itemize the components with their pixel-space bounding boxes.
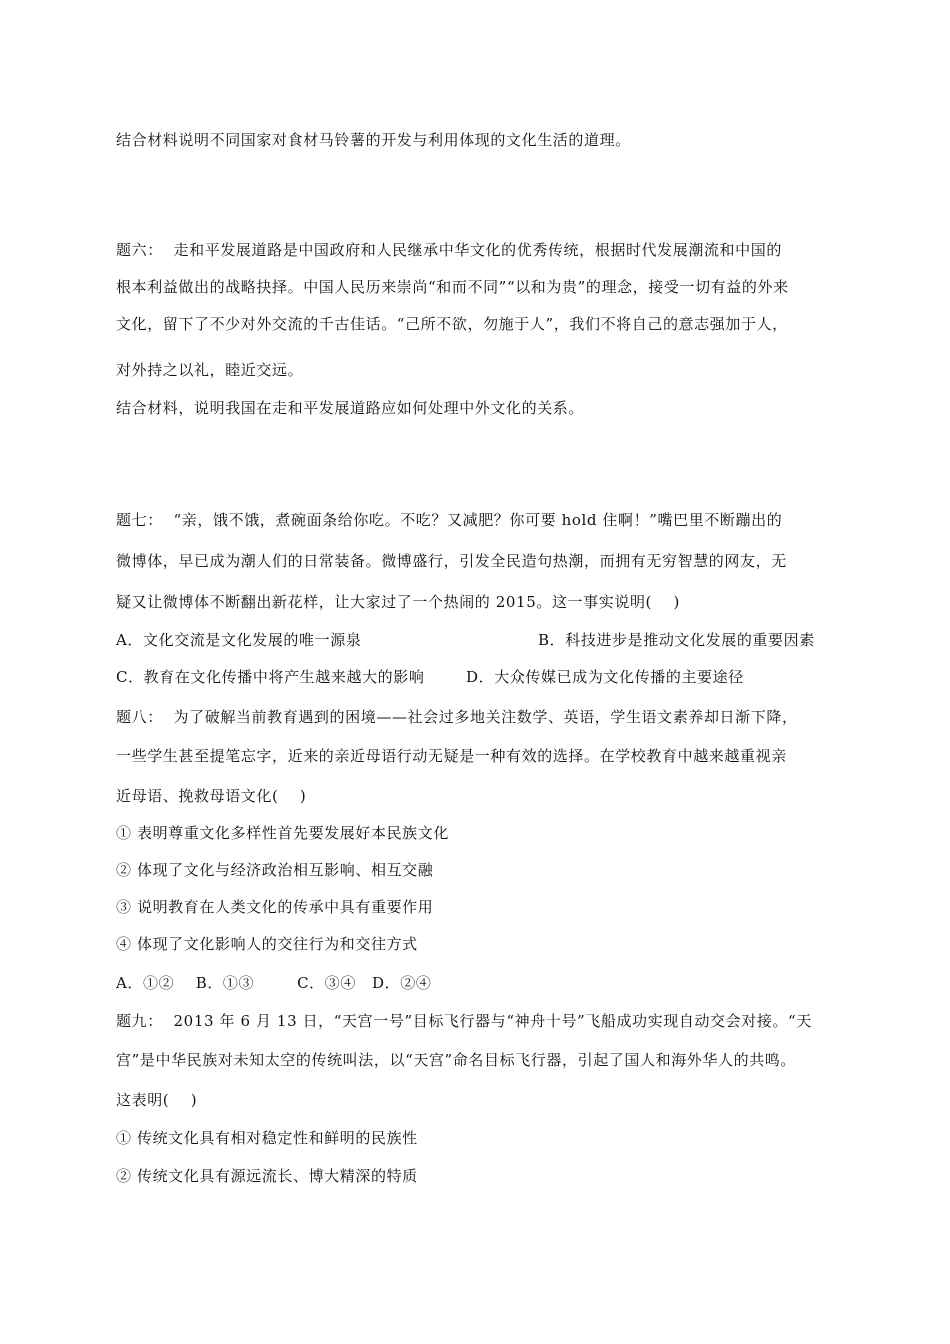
q8-item-3: ③ 说明教育在人类文化的传承中具有重要作用 bbox=[116, 898, 434, 916]
q7-option-d: D．大众传媒已成为文化传播的主要途径 bbox=[466, 668, 744, 686]
q7-option-c: C．教育在文化传播中将产生越来越大的影响 bbox=[116, 668, 425, 686]
q8-line-3: 近母语、挽救母语文化( ) bbox=[116, 787, 307, 805]
q8-item-4: ④ 体现了文化影响人的交往行为和交往方式 bbox=[116, 935, 418, 953]
q7-line-3: 疑又让微博体不断翻出新花样，让大家过了一个热闹的 2015。这一事实说明( ) bbox=[116, 593, 680, 611]
q6-prompt: 结合材料，说明我国在走和平发展道路应如何处理中外文化的关系。 bbox=[116, 399, 585, 417]
q9-line-1: 题九： 2013 年 6 月 13 日，“天宫一号”目标飞行器与“神舟十号”飞船成功实现自动交会对接。“天 bbox=[116, 1012, 812, 1030]
q8-item-2: ② 体现了文化与经济政治相互影响、相互交融 bbox=[116, 861, 434, 879]
q7-line-2: 微博体，早已成为潮人们的日常装备。微博盛行，引发全民造句热潮，而拥有无穷智慧的网友，无 bbox=[116, 552, 787, 570]
q7-option-b: B．科技进步是推动文化发展的重要因素 bbox=[538, 631, 815, 649]
q9-line-3: 这表明( ) bbox=[116, 1091, 198, 1109]
q9-item-2: ② 传统文化具有源远流长、博大精深的特质 bbox=[116, 1167, 418, 1185]
q6-line-3: 文化，留下了不少对外交流的千古佳话。“己所不欲，勿施于人”，我们不将自己的意志强加于人， bbox=[116, 315, 788, 333]
q8-line-1: 题八： 为了破解当前教育遇到的困境——社会过多地关注数学、英语，学生语文素养却日渐下降， bbox=[116, 708, 798, 726]
q8-options: A．①② B．①③ C．③④ D．②④ bbox=[116, 974, 432, 992]
q9-item-1: ① 传统文化具有相对稳定性和鲜明的民族性 bbox=[116, 1129, 418, 1147]
q5-prompt: 结合材料说明不同国家对食材马铃薯的开发与利用体现的文化生活的道理。 bbox=[116, 131, 631, 149]
q6-line-1: 题六： 走和平发展道路是中国政府和人民继承中华文化的优秀传统，根据时代发展潮流和中国的 bbox=[116, 241, 782, 259]
q7-line-1: 题七： “亲，饿不饿，煮碗面条给你吃。不吃？又减肥？你可要 hold 住啊！”嘴巴里不断蹦出的 bbox=[116, 511, 783, 529]
q8-line-2: 一些学生甚至提笔忘字，近来的亲近母语行动无疑是一种有效的选择。在学校教育中越来越重视亲 bbox=[116, 747, 787, 765]
q6-line-2: 根本利益做出的战略抉择。中国人民历来崇尚“和而不同”“以和为贵”的理念，接受一切有益的外来 bbox=[116, 278, 789, 296]
q7-option-a: A．文化交流是文化发展的唯一源泉 bbox=[116, 631, 362, 649]
q6-line-4: 对外持之以礼，睦近交远。 bbox=[116, 361, 304, 379]
q9-line-2: 宫”是中华民族对未知太空的传统叫法，以“天宫”命名目标飞行器，引起了国人和海外华人的共鸣。 bbox=[116, 1051, 797, 1069]
q8-item-1: ① 表明尊重文化多样性首先要发展好本民族文化 bbox=[116, 824, 449, 842]
